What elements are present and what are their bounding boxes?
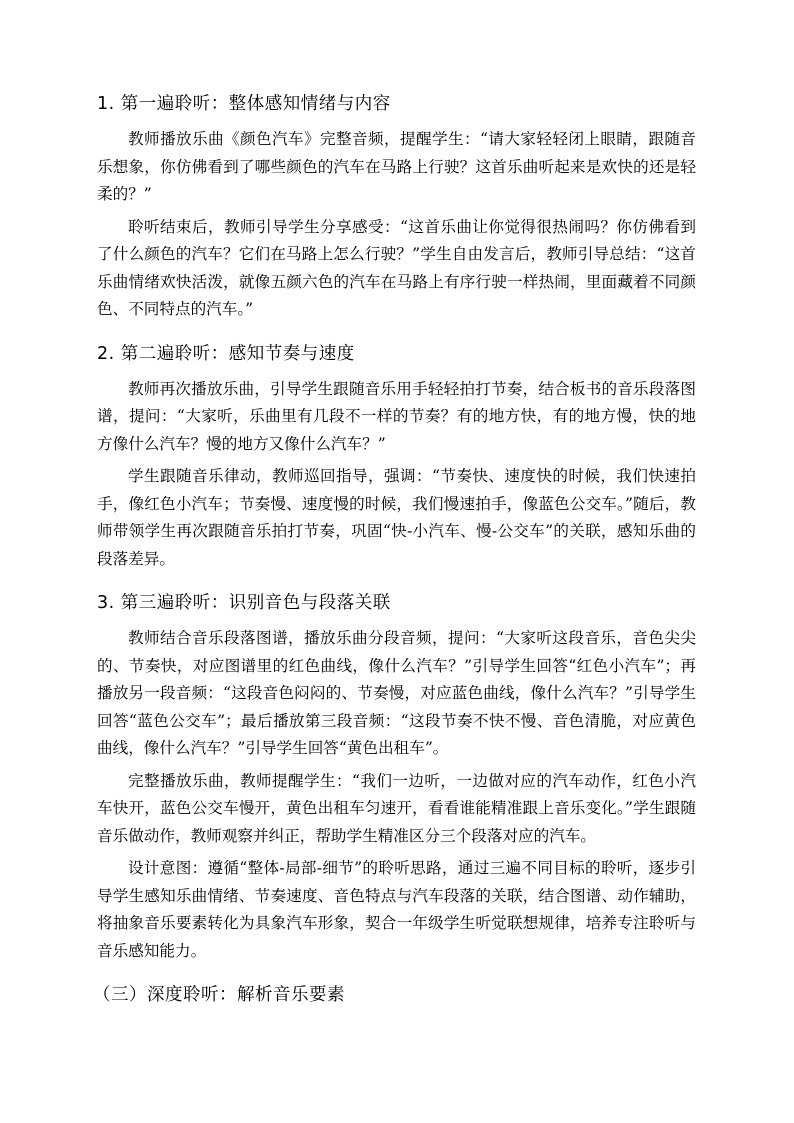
section-first-listening [97,92,696,324]
paragraph: 学生跟随音乐律动，教师巡回指导，强调：“节奏快、速度快的时候，我们快速拍手，像红色小汽车；节奏慢、速度慢的时候，我们慢速拍手，像蓝色公交车。”随后，教师带领学生再次跟随音乐拍打节奏，巩固“快-小汽车、慢-公交车”的关联，感知乐曲的段落差异。 [97,467,696,568]
paragraph: 设计意图：遵循“整体-局部-细节”的聆听思路，通过三遍不同目标的聆听，逐步引导学生感知乐曲情绪、节奏速度、音色特点与汽车段落的关联，结合图谱、动作辅助，将抽象音乐要素转化为具象汽车形象，契合一年级学生听觉联想规律，培养专注聆听与音乐感知能力。 [97,859,696,960]
paragraph: 教师播放乐曲《颜色汽车》完整音频，提醒学生：“请大家轻轻闭上眼睛，跟随音乐想象，你仿佛看到了哪些颜色的汽车在马路上行驶？这首乐曲听起来是欢快的还是轻柔的？” [97,130,696,203]
paragraph: 教师再次播放乐曲，引导学生跟随音乐用手轻轻拍打节奏，结合板书的音乐段落图谱，提问：“大家听，乐曲里有几段不一样的节奏？有的地方快，有的地方慢，快的地方像什么汽车？慢的地方又像什么汽车？” [97,379,696,453]
section-second-listening [97,342,696,574]
section-third-listening [97,591,696,965]
paragraph: 完整播放乐曲，教师提醒学生：“我们一边听，一边做对应的汽车动作，红色小汽车快开，蓝色公交车慢开，黄色出租车匀速开，看看谁能精准跟上音乐变化。”学生跟随音乐做动作，教师观察并纠正，帮助学生精准区分三个段落对应的汽车。 [97,771,696,845]
section-heading: 3. 第三遍聆听：识别音色与段落关联 [97,593,391,613]
paragraph: 教师结合音乐段落图谱，播放乐曲分段音频，提问：“大家听这段音乐，音色尖尖的、节奏快，对应图谱里的红色曲线，像什么汽车？”引导学生回答“红色小汽车”；再播放另一段音频：“这段音色闷闷的、节奏慢，对应蓝色曲线，像什么汽车？”引导学生回答“蓝色公交车”；最后播放第三段音频：“这段节奏不快不慢、音色清脆，对应黄色曲线，像什么汽车？”引导学生回答“黄色出租车”。 [97,629,696,757]
paragraph: 聆听结束后，教师引导学生分享感受：“这首乐曲让你觉得很热闹吗？你仿佛看到了什么颜色的汽车？它们在马路上怎么行驶？”学生自由发言后，教师引导总结：“这首乐曲情绪欢快活泼，就像五颜六色的汽车在马路上有序行驶一样热闹，里面藏着不同颜色、不同特点的汽车。” [97,217,696,318]
section-heading: 2. 第二遍聆听：感知节奏与速度 [97,343,355,364]
subsection-title: （三）深度聆听：解析音乐要素 [93,985,345,1005]
section-heading: 1. 第一遍聆听：整体感知情绪与内容 [97,94,391,114]
